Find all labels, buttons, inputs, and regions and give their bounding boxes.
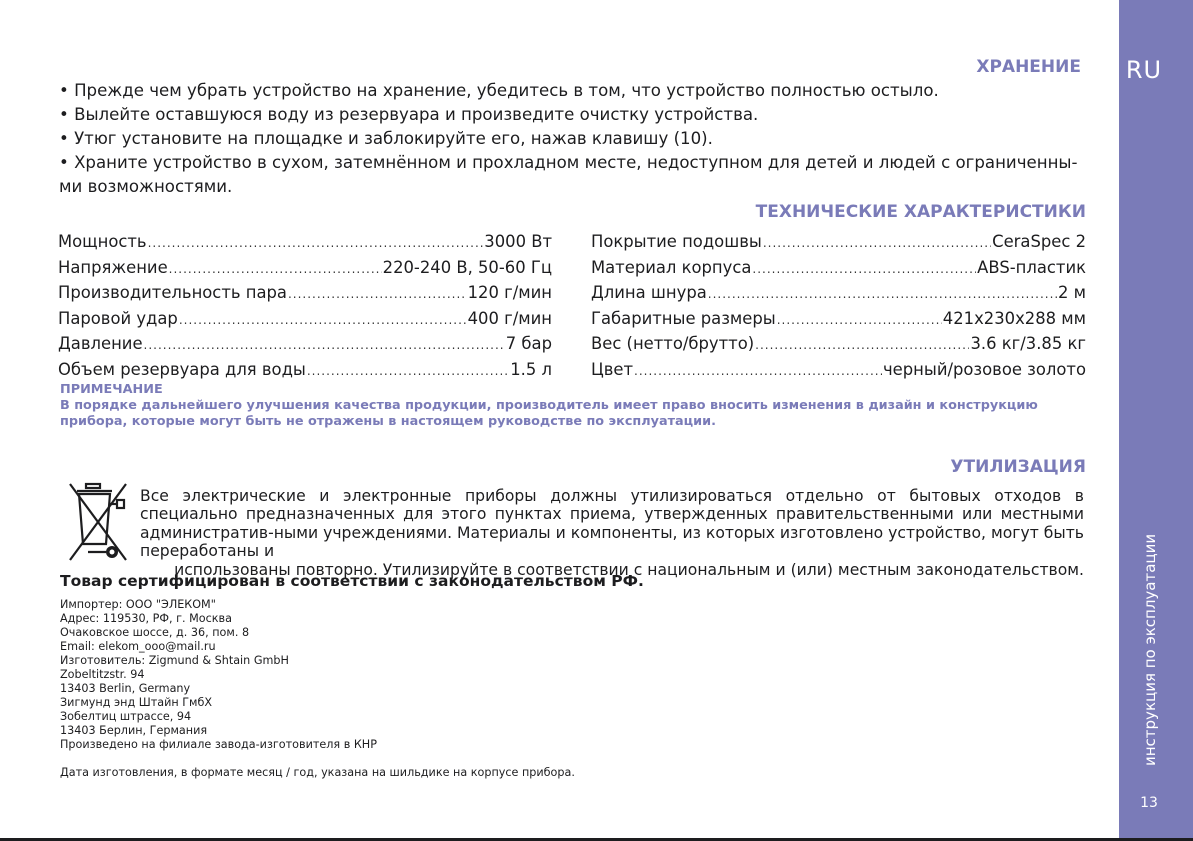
spec-row — [58, 230, 552, 256]
spec-label: Покрытие подошвы — [591, 232, 762, 251]
spec-value: 220-240 В, 50-60 Гц — [382, 257, 552, 277]
spec-table-right — [591, 230, 1086, 384]
importer-line: Очаковское шоссе, д. 36, пом. 8 — [60, 626, 250, 639]
spec-value: черный/розовое золото — [883, 359, 1086, 379]
importer-line: Зобелтиц штрассе, 94 — [60, 710, 192, 723]
spec-row — [591, 332, 1086, 358]
importer-line: 13403 Берлин, Германия — [60, 724, 208, 737]
spec-label: Давление — [58, 334, 143, 354]
importer-info — [60, 598, 377, 752]
importer-line: 13403 Berlin, Germany — [60, 682, 191, 695]
spec-label: Вес (нетто/брутто) — [591, 334, 755, 354]
spec-row — [591, 230, 1086, 256]
spec-value: CeraSpec 2 — [992, 232, 1086, 251]
spec-value: 120 г/мин — [467, 283, 552, 303]
spec-label: Объем резервуара для воды — [58, 359, 306, 379]
importer-line: Изготовитель: Zigmund & Shtain GmbH — [60, 654, 289, 667]
spec-label: Паровой удар — [58, 308, 178, 328]
page-number: 13 — [1140, 795, 1158, 811]
disposal-text-last: использованы повторно. Утилизируйте в соответствии с национальным и (или) местным законодательством. — [174, 560, 1084, 579]
spec-row — [58, 256, 552, 282]
spec-row — [58, 332, 552, 358]
importer-line: Импортер: ООО "ЭЛЕКОМ" — [60, 598, 216, 611]
disposal-text — [140, 487, 1084, 579]
spec-value: 2 м — [1057, 283, 1086, 303]
spec-label: Длина шнура — [591, 283, 707, 303]
storage-item: • Вылейте оставшуюся воду из резервуара и произведите очистку устройства. — [59, 103, 1089, 127]
spec-table-left — [58, 230, 552, 384]
importer-line: Произведено на филиале завода-изготовителя в КНР — [60, 738, 377, 751]
language-label: RU — [1125, 56, 1163, 84]
certification-text: Товар сертифицирован в соответствии с законодательством РФ. — [60, 572, 644, 590]
spec-value: 421x230x288 мм — [942, 308, 1086, 328]
spec-value: 400 г/мин — [467, 308, 552, 328]
crossed-out-wheelie-bin-icon — [64, 478, 132, 568]
spec-row — [591, 307, 1086, 333]
spec-value: 7 бар — [505, 334, 552, 354]
spec-value: 3000 Вт — [484, 232, 552, 251]
spec-row — [591, 256, 1086, 282]
note-title: ПРИМЕЧАНИЕ — [60, 382, 163, 397]
spec-value: ABS-пластик — [977, 257, 1086, 277]
disposal-text-main: Все электрические и электронные приборы должны утилизироваться отдельно от бытовых отходов в специально предназначенных для этого пунктах приема, утвержденных правительственными или местными административ-ными учреждениями. Материалы и компоненты, из которых изготовлено устройство, могут быть переработаны и — [140, 487, 1084, 561]
spec-value: 3.6 кг/3.85 кг — [970, 334, 1086, 354]
note-text: В порядке дальнейшего улучшения качества продукции, производитель имеет право вносить изменения в дизайн и конструкцию прибора, которые могут быть не отражены в настоящем руководстве по эксплуатации. — [60, 398, 1038, 429]
spec-label: Производительность пара — [58, 283, 287, 303]
sidebar-vertical-title: инструкция по эксплуатации — [1141, 533, 1159, 766]
spec-row — [591, 358, 1086, 384]
disposal-heading: УТИЛИЗАЦИЯ — [950, 457, 1086, 477]
spec-label: Напряжение — [58, 257, 168, 277]
storage-item: • Утюг установите на площадке и заблокируйте его, нажав клавишу (10). — [59, 127, 1089, 151]
importer-line: Зигмунд энд Штайн ГмбХ — [60, 696, 213, 709]
spec-row — [58, 307, 552, 333]
importer-line: Email: elekom_ooo@mail.ru — [60, 640, 216, 653]
storage-list — [59, 79, 1089, 199]
spec-row — [58, 358, 552, 384]
spec-row — [58, 281, 552, 307]
storage-item: • Прежде чем убрать устройство на хранение, убедитесь в том, что устройство полностью остыло. — [59, 79, 1089, 103]
spec-label: Материал корпуса — [591, 257, 752, 277]
storage-heading: ХРАНЕНИЕ — [976, 57, 1081, 77]
importer-line: Zobeltitzstr. 94 — [60, 668, 145, 681]
spec-row — [591, 281, 1086, 307]
spec-value: 1.5 л — [510, 359, 552, 379]
tech-heading: ТЕХНИЧЕСКИЕ ХАРАКТЕРИСТИКИ — [755, 202, 1086, 222]
spec-label: Габаритные размеры — [591, 308, 776, 328]
storage-item: • Храните устройство в сухом, затемнённом и прохладном месте, недоступном для детей и людей с ограниченны-ми возможностями. — [59, 151, 1089, 199]
sidebar — [1119, 0, 1193, 841]
spec-label: Мощность — [58, 232, 147, 251]
importer-line: Адрес: 119530, РФ, г. Москва — [60, 612, 233, 625]
spec-label: Цвет — [591, 359, 634, 379]
note-block — [60, 382, 1080, 430]
manufacture-date-note: Дата изготовления, в формате месяц / год, указана на шильдике на корпусе прибора. — [60, 766, 575, 779]
